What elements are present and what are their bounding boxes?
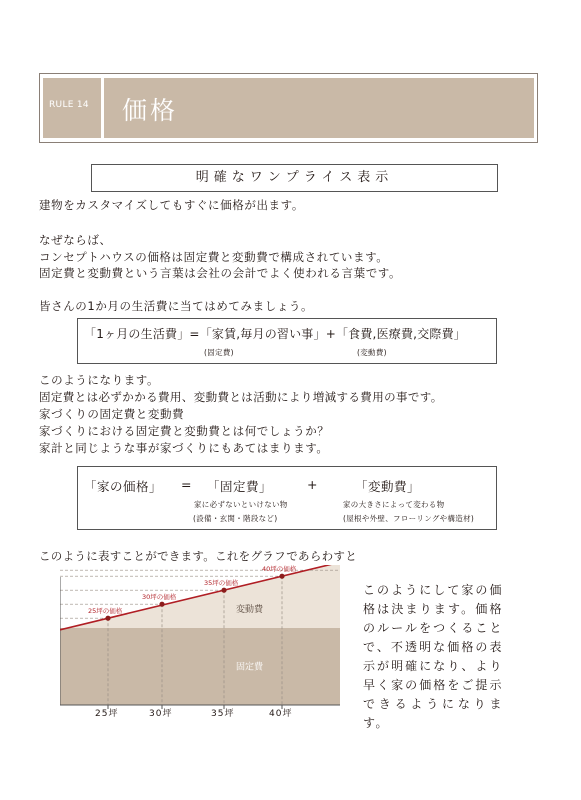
price-point-label: 40坪の価格 (262, 565, 297, 574)
reason-line-1: なぜならば、 (39, 233, 112, 247)
chart-x-tick-label: 30坪 (149, 709, 173, 719)
house-line-2: 家づくりにおける固定費と変動費とは何でしょうか？ (39, 424, 330, 438)
chart-x-axis (60, 706, 350, 722)
equation-plus: + (307, 477, 318, 492)
equation-living-cost: 「1ヶ月の生活費」=「家賃,毎月の習い事」+「食費,医療費,交際費」 (84, 327, 466, 341)
page-title: 価格 (122, 96, 179, 125)
rule-number: RULE 14 (49, 100, 89, 110)
price-point (159, 602, 164, 607)
chart-x-tick-label: 25坪 (95, 709, 119, 719)
fixed-cost-label: 固定費 (236, 662, 264, 673)
equation-label-variable: (変動費) (357, 348, 387, 357)
explain-line-2: 固定費とは必ずかかる費用、変動費とは活動により増減する費用の事です。 (39, 390, 443, 404)
chart-x-tick-label: 35坪 (211, 709, 235, 719)
side-description: このようにして家の価格は決まります。価格のルールをつくることで、不透明な価格の表示が明確になり、より早く家の価格をご提示できるようになります。 (363, 583, 503, 730)
living-cost-intro: 皆さんの1か月の生活費に当てはめてみましょう。 (39, 299, 314, 313)
fixed-cost-area (60, 628, 340, 705)
fixed-note-1: 家に必ずないといけない物 (194, 500, 288, 509)
section-heading: 明確なワンプライス表示 (195, 170, 394, 185)
graph-intro: このように表すことができます。これをグラフであらわすと (39, 549, 358, 563)
equation-equals: = (181, 477, 192, 492)
variable-cost-label: 変動費 (236, 605, 264, 616)
variable-note-2: (屋根や外壁、フローリングや構造材) (343, 514, 475, 523)
equation-label-fixed: (固定費) (204, 348, 234, 357)
price-point (279, 574, 284, 579)
price-chart (60, 565, 350, 720)
fixed-note-2: (設備・玄関・階段など) (193, 514, 278, 523)
house-line-1: 家づくりの固定費と変動費 (39, 407, 185, 421)
variable-note-1: 家の大きさによって変わる物 (343, 500, 445, 509)
explain-line-1: このようになります。 (39, 373, 160, 387)
equation-fixed: 「固定費」 (207, 479, 273, 494)
reason-line-2: コンセプトハウスの価格は固定費と変動費で構成されています。 (39, 250, 389, 264)
price-point-label: 30坪の価格 (142, 593, 177, 602)
price-point (221, 588, 226, 593)
reason-line-3: 固定費と変動費という言葉は会社の会計でよく使われる言葉です。 (39, 266, 402, 280)
chart-x-tick-label: 40坪 (269, 709, 293, 719)
equation-variable: 「変動費」 (355, 479, 421, 494)
price-point-label: 25坪の価格 (88, 607, 123, 616)
price-point (105, 616, 110, 621)
intro-text: 建物をカスタマイズしてもすぐに価格が出ます。 (39, 198, 304, 212)
house-line-3: 家計と同じような事が家づくりにもあてはまります。 (39, 441, 329, 455)
price-point-label: 35坪の価格 (204, 579, 239, 588)
equation-house-price: 「家の価格」 (84, 479, 163, 494)
